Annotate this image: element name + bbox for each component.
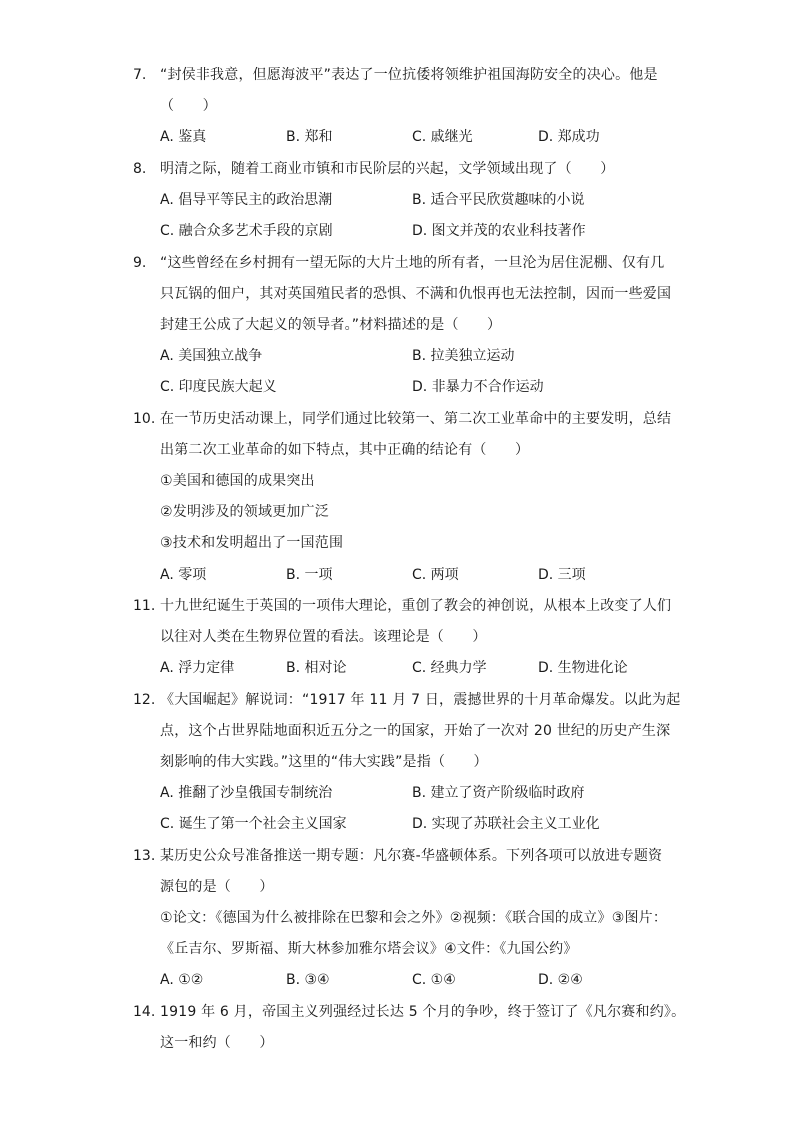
option-c: C. 诞生了第一个社会主义国家 bbox=[160, 816, 347, 832]
statement-1: ①美国和德国的成果突出 bbox=[160, 473, 315, 489]
question-text: 十九世纪诞生于英国的一项伟大理论，重创了教会的神创说，从根本上改变了人们 bbox=[160, 598, 672, 614]
question-text: 源包的是（ ） bbox=[160, 879, 274, 895]
option-c: C. 印度民族大起义 bbox=[160, 379, 277, 395]
option-a: A. 零项 bbox=[160, 567, 207, 583]
option-d: D. 生物进化论 bbox=[538, 660, 628, 676]
question-text: “封侯非我意，但愿海波平”表达了一位抗倭将领维护祖国海防安全的决心。他是 bbox=[160, 67, 658, 83]
option-c: C. 融合众多艺术手段的京剧 bbox=[160, 223, 333, 239]
question-number: 13. bbox=[133, 848, 156, 864]
option-d: D. ②④ bbox=[538, 972, 583, 988]
question-text: 点，这个占世界陆地面积近五分之一的国家，开始了一次对 20 世纪的历史产生深 bbox=[160, 723, 671, 739]
question-number: 14. bbox=[133, 1004, 156, 1020]
option-b: B. ③④ bbox=[286, 972, 330, 988]
question-text: “这些曾经在乡村拥有一望无际的大片土地的所有者，一旦沦为居住泥棚、仅有几 bbox=[160, 255, 665, 271]
question-number: 12. bbox=[133, 692, 156, 708]
question-text: 只瓦锅的佃户，其对英国殖民者的恐惧、不满和仇恨再也无法控制，因而一些爱国 bbox=[160, 286, 672, 302]
option-d: D. 实现了苏联社会主义工业化 bbox=[412, 816, 600, 832]
option-b: B. 适合平民欣赏趣味的小说 bbox=[412, 192, 585, 208]
question-number: 11. bbox=[133, 598, 156, 614]
option-c: C. 戚继光 bbox=[412, 129, 473, 145]
statement-2: ②发明涉及的领域更加广泛 bbox=[160, 504, 329, 520]
option-a: A. 浮力定律 bbox=[160, 660, 235, 676]
question-text: 这一和约（ ） bbox=[160, 1035, 274, 1051]
option-c: C. ①④ bbox=[412, 972, 456, 988]
option-a: A. 推翻了沙皇俄国专制统治 bbox=[160, 785, 333, 801]
question-text: 1919 年 6 月，帝国主义列强经过长达 5 个月的争吵，终于签订了《凡尔赛和约》。 bbox=[160, 1004, 686, 1020]
question-text: 《大国崛起》解说词：“1917 年 11 月 7 日，震撼世界的十月革命爆发。以此为起 bbox=[160, 692, 681, 708]
option-a: A. 倡导平等民主的政治思潮 bbox=[160, 192, 333, 208]
option-d: D. 郑成功 bbox=[538, 129, 600, 145]
question-number: 8. bbox=[133, 161, 147, 177]
question-text: 在一节历史活动课上，同学们通过比较第一、第二次工业革命中的主要发明，总结 bbox=[160, 411, 672, 427]
option-d: D. 非暴力不合作运动 bbox=[412, 379, 544, 395]
question-text: 刻影响的伟大实践。”这里的“伟大实践”是指（ ） bbox=[160, 754, 488, 770]
question-text: 出第二次工业革命的如下特点，其中正确的结论有（ ） bbox=[160, 442, 530, 458]
question-text: 封建王公成了大起义的领导者。”材料描述的是（ ） bbox=[160, 317, 502, 333]
option-d: D. 三项 bbox=[538, 567, 586, 583]
option-a: A. ①② bbox=[160, 972, 204, 988]
question-number: 10. bbox=[133, 411, 156, 427]
option-b: B. 拉美独立运动 bbox=[412, 348, 515, 364]
option-b: B. 一项 bbox=[286, 567, 333, 583]
question-text: ①论文：《德国为什么被排除在巴黎和会之外》②视频：《联合国的成立》③图片： bbox=[160, 910, 668, 926]
statement-3: ③技术和发明超出了一国范围 bbox=[160, 535, 344, 551]
option-c: C. 两项 bbox=[412, 567, 459, 583]
question-number: 7. bbox=[133, 67, 147, 83]
question-text: 某历史公众号准备推送一期专题：凡尔赛-华盛顿体系。下列各项可以放进专题资 bbox=[160, 848, 663, 864]
option-b: B. 建立了资产阶级临时政府 bbox=[412, 785, 585, 801]
option-b: B. 相对论 bbox=[286, 660, 347, 676]
option-a: A. 鉴真 bbox=[160, 129, 207, 145]
question-text: 以往对人类在生物界位置的看法。该理论是（ ） bbox=[160, 629, 487, 645]
option-b: B. 郑和 bbox=[286, 129, 333, 145]
question-number: 9. bbox=[133, 255, 147, 271]
option-a: A. 美国独立战争 bbox=[160, 348, 263, 364]
question-text: 《丘吉尔、罗斯福、斯大林参加雅尔塔会议》④文件：《九国公约》 bbox=[160, 941, 578, 957]
question-text: 明清之际，随着工商业市镇和市民阶层的兴起，文学领域出现了（ ） bbox=[160, 161, 615, 177]
option-c: C. 经典力学 bbox=[412, 660, 487, 676]
question-text: （ ） bbox=[160, 98, 217, 114]
option-d: D. 图文并茂的农业科技著作 bbox=[412, 223, 586, 239]
